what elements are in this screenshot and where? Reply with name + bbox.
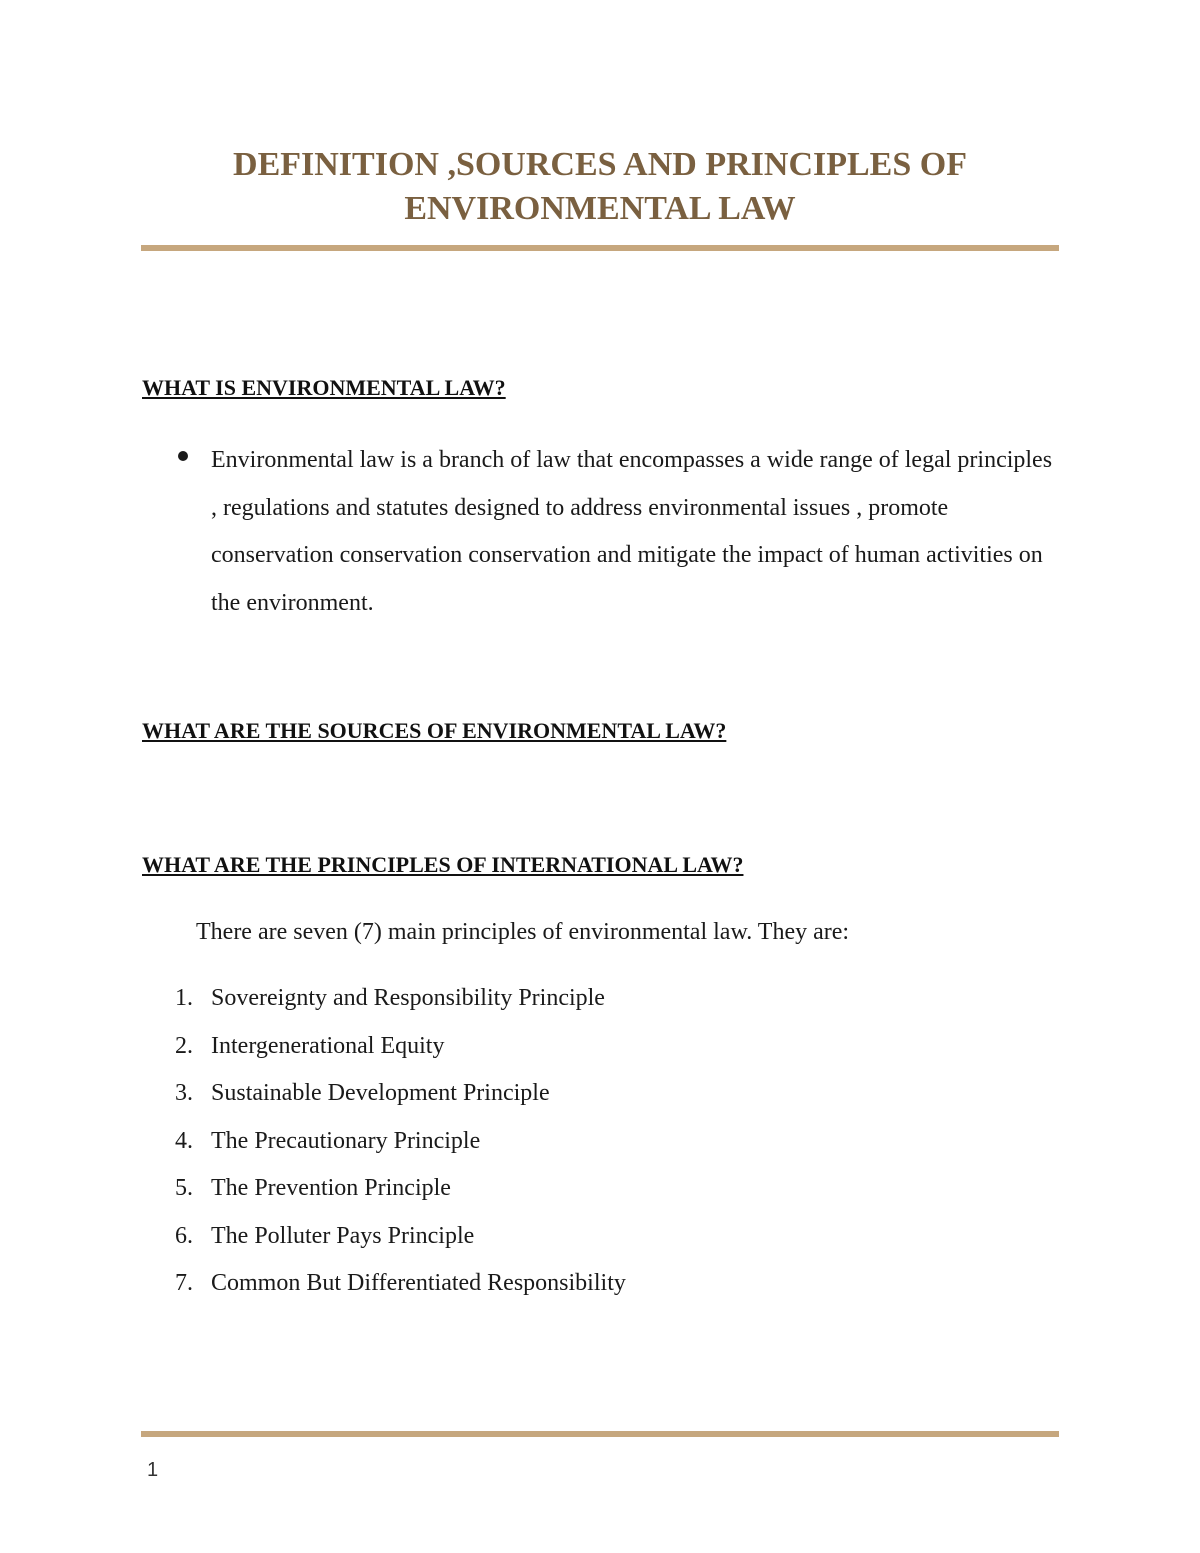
principle-number: 2.	[175, 1032, 193, 1059]
principle-text: The Polluter Pays Principle	[211, 1222, 475, 1249]
principle-text: Sustainable Development Principle	[211, 1080, 550, 1106]
principle-text: The Precautionary Principle	[211, 1127, 481, 1154]
principle-number: 1.	[175, 985, 193, 1011]
document-title-line-2: ENVIRONMENTAL LAW	[404, 190, 796, 227]
document-title-line-1: DEFINITION ,SOURCES AND PRINCIPLES OF	[233, 146, 967, 183]
heading-what-is-environmental-law: WHAT IS ENVIRONMENTAL LAW?	[142, 375, 506, 400]
definition-text: Environmental law is a branch of law that encompasses a wide range of legal principles , regulations and statutes designed to address environmental issues , promote conservation conservation conservation and mitigate the impact of human activities on the environment.	[211, 447, 1053, 616]
heading-principles-of-international-law: WHAT ARE THE PRINCIPLES OF INTERNATIONAL LAW?	[142, 852, 744, 877]
principle-number: 4.	[175, 1127, 193, 1154]
principle-text: Common But Differentiated Responsibility	[211, 1270, 626, 1296]
principles-intro: There are seven (7) main principles of environmental law. They are:	[196, 919, 850, 945]
heading-sources-of-environmental-law: WHAT ARE THE SOURCES OF ENVIRONMENTAL LAW?	[142, 718, 727, 743]
bullet-dot-icon	[178, 451, 188, 461]
principle-number: 3.	[175, 1080, 193, 1106]
principle-text: Sovereignty and Responsibility Principle	[211, 985, 605, 1011]
principle-number: 6.	[175, 1222, 193, 1249]
principle-number: 7.	[175, 1270, 193, 1296]
title-divider	[141, 245, 1059, 251]
footer-divider	[141, 1431, 1059, 1437]
principle-text: Intergenerational Equity	[211, 1032, 445, 1059]
page-number: 1	[147, 1459, 159, 1481]
document-title	[141, 143, 1059, 231]
principle-text: The Prevention Principle	[211, 1175, 451, 1201]
principle-number: 5.	[175, 1175, 193, 1201]
